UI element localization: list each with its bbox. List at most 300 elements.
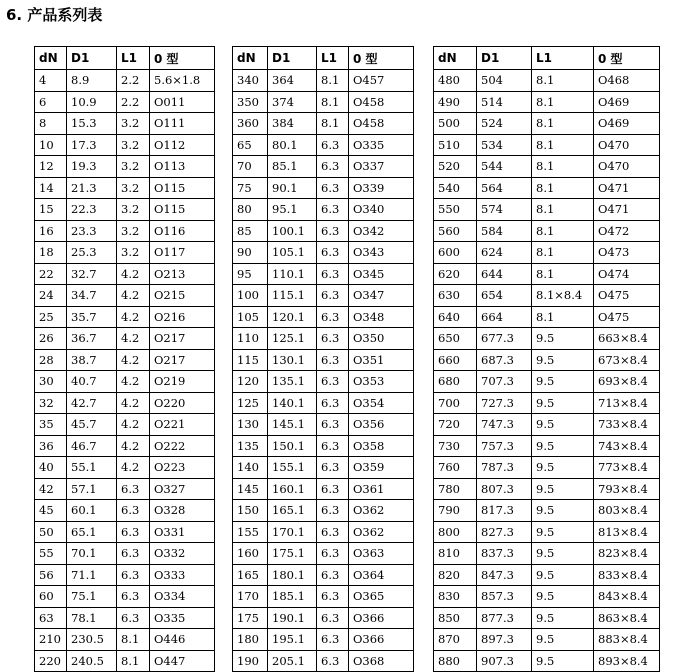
cell-dn: 45	[35, 500, 67, 522]
table-row	[35, 500, 215, 522]
cell-o-type: 673×8.4	[594, 349, 660, 371]
cell-d1: 130.1	[268, 349, 317, 371]
cell-o-type: O337	[349, 156, 414, 178]
header-dn: dN	[35, 47, 67, 70]
cell-dn: 42	[35, 478, 67, 500]
cell-l1: 2.2	[117, 70, 150, 92]
table-row	[233, 586, 414, 608]
cell-l1: 6.3	[317, 199, 349, 221]
cell-dn: 760	[434, 457, 477, 479]
cell-dn: 135	[233, 435, 268, 457]
table-row	[35, 177, 215, 199]
cell-l1: 9.5	[532, 457, 594, 479]
cell-d1: 624	[477, 242, 532, 264]
table-row	[233, 134, 414, 156]
cell-d1: 95.1	[268, 199, 317, 221]
cell-l1: 8.1	[532, 134, 594, 156]
cell-dn: 155	[233, 521, 268, 543]
cell-l1: 8.1×8.4	[532, 285, 594, 307]
table-row	[434, 564, 660, 586]
cell-dn: 60	[35, 586, 67, 608]
cell-d1: 115.1	[268, 285, 317, 307]
table-row	[35, 543, 215, 565]
table-row	[233, 263, 414, 285]
cell-o-type: O116	[150, 220, 215, 242]
cell-o-type: O216	[150, 306, 215, 328]
cell-o-type: O353	[349, 371, 414, 393]
cell-d1: 120.1	[268, 306, 317, 328]
cell-d1: 584	[477, 220, 532, 242]
cell-dn: 70	[233, 156, 268, 178]
cell-o-type: O219	[150, 371, 215, 393]
table-row	[434, 220, 660, 242]
table-row	[434, 349, 660, 371]
cell-dn: 26	[35, 328, 67, 350]
cell-dn: 220	[35, 650, 67, 672]
cell-o-type: O350	[349, 328, 414, 350]
cell-dn: 620	[434, 263, 477, 285]
cell-d1: 877.3	[477, 607, 532, 629]
table-row	[434, 629, 660, 651]
cell-o-type: O368	[349, 650, 414, 672]
cell-d1: 205.1	[268, 650, 317, 672]
cell-l1: 4.2	[117, 414, 150, 436]
cell-l1: 4.2	[117, 457, 150, 479]
cell-l1: 6.3	[317, 414, 349, 436]
table-row	[35, 263, 215, 285]
cell-dn: 630	[434, 285, 477, 307]
cell-o-type: 663×8.4	[594, 328, 660, 350]
cell-o-type: O117	[150, 242, 215, 264]
cell-l1: 6.3	[317, 156, 349, 178]
cell-l1: 8.1	[317, 70, 349, 92]
cell-dn: 175	[233, 607, 268, 629]
cell-o-type: 743×8.4	[594, 435, 660, 457]
table-row	[233, 91, 414, 113]
cell-d1: 384	[268, 113, 317, 135]
cell-dn: 780	[434, 478, 477, 500]
cell-d1: 140.1	[268, 392, 317, 414]
cell-d1: 60.1	[67, 500, 117, 522]
cell-dn: 165	[233, 564, 268, 586]
table-row	[35, 521, 215, 543]
cell-d1: 847.3	[477, 564, 532, 586]
cell-l1: 6.3	[317, 242, 349, 264]
table-row	[434, 543, 660, 565]
header-l1: L1	[317, 47, 349, 70]
cell-d1: 644	[477, 263, 532, 285]
cell-l1: 4.2	[117, 263, 150, 285]
table-row	[35, 435, 215, 457]
cell-dn: 650	[434, 328, 477, 350]
table-row	[233, 70, 414, 92]
cell-l1: 6.3	[317, 435, 349, 457]
table-row	[35, 629, 215, 651]
cell-d1: 36.7	[67, 328, 117, 350]
cell-l1: 8.1	[532, 91, 594, 113]
cell-dn: 140	[233, 457, 268, 479]
cell-o-type: O332	[150, 543, 215, 565]
table-row	[434, 328, 660, 350]
cell-o-type: 813×8.4	[594, 521, 660, 543]
cell-l1: 3.2	[117, 156, 150, 178]
cell-dn: 4	[35, 70, 67, 92]
cell-dn: 55	[35, 543, 67, 565]
cell-d1: 22.3	[67, 199, 117, 221]
cell-dn: 22	[35, 263, 67, 285]
cell-o-type: O356	[349, 414, 414, 436]
table-row	[233, 242, 414, 264]
cell-dn: 36	[35, 435, 67, 457]
cell-o-type: O351	[349, 349, 414, 371]
cell-l1: 6.3	[317, 392, 349, 414]
cell-o-type: 843×8.4	[594, 586, 660, 608]
cell-dn: 18	[35, 242, 67, 264]
header-row	[233, 47, 414, 70]
cell-l1: 9.5	[532, 629, 594, 651]
cell-l1: 8.1	[532, 242, 594, 264]
cell-l1: 6.3	[317, 500, 349, 522]
cell-d1: 827.3	[477, 521, 532, 543]
cell-d1: 150.1	[268, 435, 317, 457]
cell-o-type: O471	[594, 199, 660, 221]
cell-o-type: 5.6×1.8	[150, 70, 215, 92]
table-row	[35, 91, 215, 113]
cell-o-type: O115	[150, 199, 215, 221]
cell-dn: 24	[35, 285, 67, 307]
cell-o-type: O458	[349, 91, 414, 113]
cell-o-type: O327	[150, 478, 215, 500]
cell-dn: 12	[35, 156, 67, 178]
cell-l1: 6.3	[317, 177, 349, 199]
cell-o-type: O458	[349, 113, 414, 135]
table-row	[434, 177, 660, 199]
cell-l1: 4.2	[117, 328, 150, 350]
cell-o-type: 733×8.4	[594, 414, 660, 436]
header-dn: dN	[233, 47, 268, 70]
cell-d1: 374	[268, 91, 317, 113]
table-row	[233, 543, 414, 565]
table-row	[434, 242, 660, 264]
cell-dn: 820	[434, 564, 477, 586]
cell-d1: 664	[477, 306, 532, 328]
table-row	[434, 199, 660, 221]
cell-o-type: O365	[349, 586, 414, 608]
cell-dn: 560	[434, 220, 477, 242]
table-row	[434, 263, 660, 285]
cell-l1: 9.5	[532, 500, 594, 522]
header-o-type: 0 型	[150, 47, 215, 70]
cell-dn: 10	[35, 134, 67, 156]
header-l1: L1	[117, 47, 150, 70]
section-title: 6. 产品系列表	[6, 6, 103, 24]
cell-o-type: O457	[349, 70, 414, 92]
table-row	[434, 113, 660, 135]
cell-l1: 6.3	[317, 328, 349, 350]
table-row	[35, 134, 215, 156]
cell-d1: 190.1	[268, 607, 317, 629]
cell-dn: 190	[233, 650, 268, 672]
cell-dn: 125	[233, 392, 268, 414]
cell-o-type: 883×8.4	[594, 629, 660, 651]
cell-o-type: O472	[594, 220, 660, 242]
cell-dn: 850	[434, 607, 477, 629]
cell-dn: 8	[35, 113, 67, 135]
cell-d1: 185.1	[268, 586, 317, 608]
cell-d1: 195.1	[268, 629, 317, 651]
table-row	[35, 220, 215, 242]
table-row	[35, 371, 215, 393]
cell-dn: 640	[434, 306, 477, 328]
cell-d1: 180.1	[268, 564, 317, 586]
cell-l1: 6.3	[317, 263, 349, 285]
cell-d1: 105.1	[268, 242, 317, 264]
table-row	[35, 328, 215, 350]
cell-o-type: O011	[150, 91, 215, 113]
cell-d1: 230.5	[67, 629, 117, 651]
cell-l1: 6.3	[317, 285, 349, 307]
cell-dn: 660	[434, 349, 477, 371]
cell-d1: 170.1	[268, 521, 317, 543]
cell-o-type: O220	[150, 392, 215, 414]
cell-d1: 687.3	[477, 349, 532, 371]
table-row	[233, 199, 414, 221]
cell-l1: 8.1	[117, 650, 150, 672]
cell-l1: 8.1	[532, 220, 594, 242]
cell-dn: 360	[233, 113, 268, 135]
table-row	[35, 650, 215, 672]
table-row	[233, 156, 414, 178]
table-row	[434, 91, 660, 113]
cell-o-type: 793×8.4	[594, 478, 660, 500]
cell-d1: 727.3	[477, 392, 532, 414]
table-row	[233, 564, 414, 586]
cell-l1: 4.2	[117, 349, 150, 371]
cell-d1: 15.3	[67, 113, 117, 135]
table-row	[233, 328, 414, 350]
table-row	[233, 650, 414, 672]
cell-l1: 8.1	[317, 91, 349, 113]
table-row	[233, 457, 414, 479]
cell-d1: 787.3	[477, 457, 532, 479]
cell-dn: 90	[233, 242, 268, 264]
cell-d1: 747.3	[477, 414, 532, 436]
table-row	[233, 414, 414, 436]
table-row	[233, 371, 414, 393]
cell-o-type: 863×8.4	[594, 607, 660, 629]
cell-l1: 8.1	[532, 113, 594, 135]
cell-d1: 19.3	[67, 156, 117, 178]
cell-o-type: O113	[150, 156, 215, 178]
cell-dn: 63	[35, 607, 67, 629]
cell-l1: 8.1	[532, 177, 594, 199]
cell-o-type: 803×8.4	[594, 500, 660, 522]
cell-o-type: O474	[594, 263, 660, 285]
cell-dn: 870	[434, 629, 477, 651]
cell-l1: 6.3	[317, 220, 349, 242]
cell-l1: 3.2	[117, 134, 150, 156]
cell-l1: 6.3	[317, 564, 349, 586]
header-l1: L1	[532, 47, 594, 70]
cell-d1: 90.1	[268, 177, 317, 199]
cell-d1: 654	[477, 285, 532, 307]
cell-dn: 600	[434, 242, 477, 264]
cell-o-type: 693×8.4	[594, 371, 660, 393]
cell-l1: 6.3	[117, 607, 150, 629]
cell-d1: 160.1	[268, 478, 317, 500]
table-row	[434, 478, 660, 500]
table-row	[35, 70, 215, 92]
cell-o-type: O339	[349, 177, 414, 199]
cell-l1: 9.5	[532, 586, 594, 608]
cell-l1: 4.2	[117, 435, 150, 457]
cell-dn: 75	[233, 177, 268, 199]
cell-d1: 155.1	[268, 457, 317, 479]
table-row	[233, 177, 414, 199]
cell-l1: 6.3	[317, 650, 349, 672]
cell-d1: 707.3	[477, 371, 532, 393]
cell-o-type: O331	[150, 521, 215, 543]
cell-o-type: O359	[349, 457, 414, 479]
table-row	[233, 349, 414, 371]
table-row	[434, 392, 660, 414]
cell-d1: 240.5	[67, 650, 117, 672]
cell-dn: 680	[434, 371, 477, 393]
cell-d1: 38.7	[67, 349, 117, 371]
cell-dn: 56	[35, 564, 67, 586]
cell-d1: 907.3	[477, 650, 532, 672]
table-row	[35, 607, 215, 629]
table-row	[434, 156, 660, 178]
table-row	[233, 220, 414, 242]
cell-dn: 490	[434, 91, 477, 113]
table-row	[233, 521, 414, 543]
cell-o-type: O328	[150, 500, 215, 522]
cell-o-type: O470	[594, 134, 660, 156]
cell-dn: 160	[233, 543, 268, 565]
cell-o-type: O115	[150, 177, 215, 199]
cell-dn: 16	[35, 220, 67, 242]
cell-l1: 6.3	[317, 521, 349, 543]
cell-d1: 35.7	[67, 306, 117, 328]
cell-l1: 8.1	[317, 113, 349, 135]
cell-o-type: O358	[349, 435, 414, 457]
cell-dn: 500	[434, 113, 477, 135]
cell-o-type: 893×8.4	[594, 650, 660, 672]
table-row	[35, 414, 215, 436]
table-row	[434, 414, 660, 436]
cell-d1: 80.1	[268, 134, 317, 156]
cell-o-type: O347	[349, 285, 414, 307]
table-row	[35, 349, 215, 371]
cell-o-type: O217	[150, 328, 215, 350]
cell-l1: 9.5	[532, 650, 594, 672]
cell-o-type: O469	[594, 91, 660, 113]
cell-l1: 8.1	[532, 263, 594, 285]
spec-table-3	[433, 46, 660, 672]
cell-dn: 340	[233, 70, 268, 92]
table-row	[434, 521, 660, 543]
cell-l1: 9.5	[532, 435, 594, 457]
cell-l1: 6.3	[317, 629, 349, 651]
cell-o-type: O447	[150, 650, 215, 672]
cell-o-type: 833×8.4	[594, 564, 660, 586]
cell-dn: 110	[233, 328, 268, 350]
cell-dn: 700	[434, 392, 477, 414]
cell-o-type: O366	[349, 629, 414, 651]
cell-l1: 4.2	[117, 371, 150, 393]
cell-dn: 15	[35, 199, 67, 221]
cell-dn: 150	[233, 500, 268, 522]
cell-dn: 35	[35, 414, 67, 436]
table-row	[35, 285, 215, 307]
spec-table-1	[34, 46, 215, 672]
cell-l1: 8.1	[532, 70, 594, 92]
cell-o-type: O217	[150, 349, 215, 371]
cell-d1: 544	[477, 156, 532, 178]
cell-dn: 730	[434, 435, 477, 457]
cell-l1: 3.2	[117, 199, 150, 221]
spec-table-2	[232, 46, 414, 672]
cell-l1: 3.2	[117, 113, 150, 135]
cell-l1: 6.3	[317, 586, 349, 608]
table-row	[434, 586, 660, 608]
cell-l1: 6.3	[117, 478, 150, 500]
cell-dn: 120	[233, 371, 268, 393]
cell-d1: 145.1	[268, 414, 317, 436]
cell-d1: 25.3	[67, 242, 117, 264]
table-row	[233, 392, 414, 414]
cell-d1: 17.3	[67, 134, 117, 156]
cell-d1: 364	[268, 70, 317, 92]
cell-d1: 514	[477, 91, 532, 113]
cell-d1: 40.7	[67, 371, 117, 393]
cell-l1: 6.3	[317, 306, 349, 328]
cell-d1: 85.1	[268, 156, 317, 178]
table-row	[233, 113, 414, 135]
cell-d1: 70.1	[67, 543, 117, 565]
cell-d1: 42.7	[67, 392, 117, 414]
table-row	[434, 500, 660, 522]
table-row	[233, 306, 414, 328]
table-row	[434, 435, 660, 457]
cell-o-type: 773×8.4	[594, 457, 660, 479]
cell-d1: 897.3	[477, 629, 532, 651]
cell-dn: 130	[233, 414, 268, 436]
cell-dn: 170	[233, 586, 268, 608]
cell-o-type: O362	[349, 521, 414, 543]
cell-l1: 6.3	[117, 543, 150, 565]
cell-d1: 10.9	[67, 91, 117, 113]
cell-dn: 115	[233, 349, 268, 371]
cell-l1: 4.2	[117, 392, 150, 414]
cell-d1: 677.3	[477, 328, 532, 350]
table-row	[35, 113, 215, 135]
cell-l1: 6.3	[317, 543, 349, 565]
cell-dn: 880	[434, 650, 477, 672]
cell-d1: 534	[477, 134, 532, 156]
cell-l1: 9.5	[532, 564, 594, 586]
cell-l1: 9.5	[532, 349, 594, 371]
cell-o-type: O334	[150, 586, 215, 608]
cell-d1: 23.3	[67, 220, 117, 242]
cell-d1: 857.3	[477, 586, 532, 608]
table-row	[35, 199, 215, 221]
cell-d1: 46.7	[67, 435, 117, 457]
table-row	[35, 586, 215, 608]
cell-o-type: O475	[594, 285, 660, 307]
cell-o-type: O468	[594, 70, 660, 92]
